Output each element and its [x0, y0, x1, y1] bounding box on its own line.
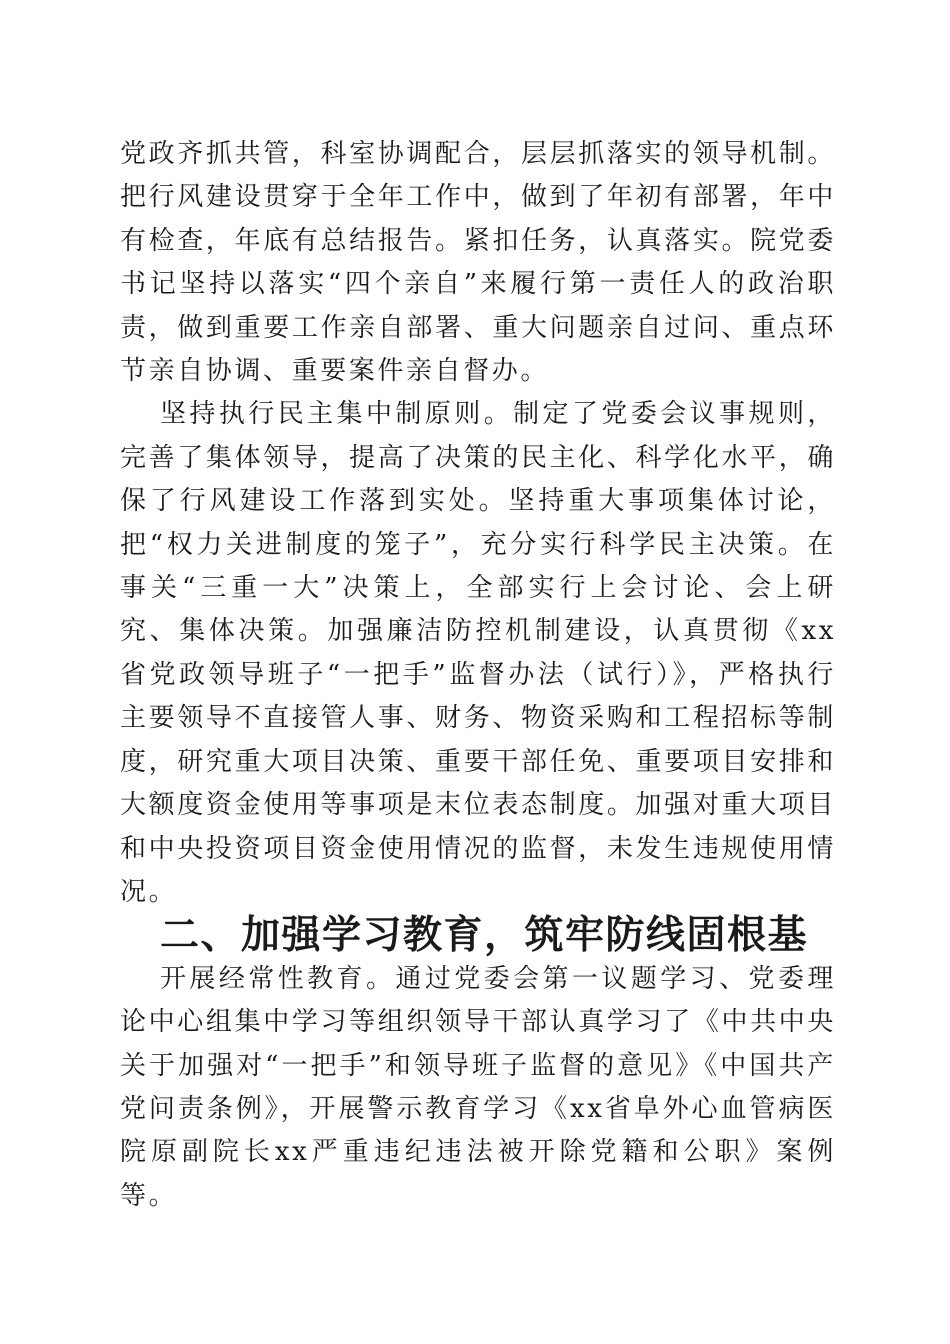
body-paragraph-1: 党政齐抓共管，科室协调配合，层层抓落实的领导机制。把行风建设贯穿于全年工作中，做到了年初有部署，年中有检查，年底有总结报告。紧扣任务，认真落实。院党委书记坚持以落实“四个亲自”来履行第一责任人的政治职责，做到重要工作亲自部署、重大问题亲自过问、重点环节亲自协调、重要案件亲自督办。 — [120, 139, 836, 387]
document-page — [120, 133, 836, 1218]
section-heading: 二、加强学习教育，筑牢防线固根基 — [160, 913, 809, 959]
section-paragraph: 开展经常性教育。通过党委会第一议题学习、党委理论中心组集中学习等组织领导干部认真学习了《中共中央关于加强对“一把手”和领导班子监督的意见》《中国共产党问责条例》，开展警示教育学习《xx省阜外心血管病医院原副院长xx严重违纪违法被开除党籍和公职》案例等。 — [120, 963, 836, 1211]
body-paragraph-2: 坚持执行民主集中制原则。制定了党委会议事规则，完善了集体领导，提高了决策的民主化、科学化水平，确保了行风建设工作落到实处。坚持重大事项集体讨论，把“权力关进制度的笼子”，充分实行科学民主决策。在事关“三重一大”决策上，全部实行上会讨论、会上研究、集体决策。加强廉洁防控机制建设，认真贯彻《xx省党政领导班子“一把手”监督办法（试行）》，严格执行主要领导不直接管人事、财务、物资采购和工程招标等制度，研究重大项目决策、重要干部任免、重要项目安排和大额度资金使用等事项是末位表态制度。加强对重大项目和中央投资项目资金使用情况的监督，未发生违规使用情况。 — [120, 399, 836, 907]
